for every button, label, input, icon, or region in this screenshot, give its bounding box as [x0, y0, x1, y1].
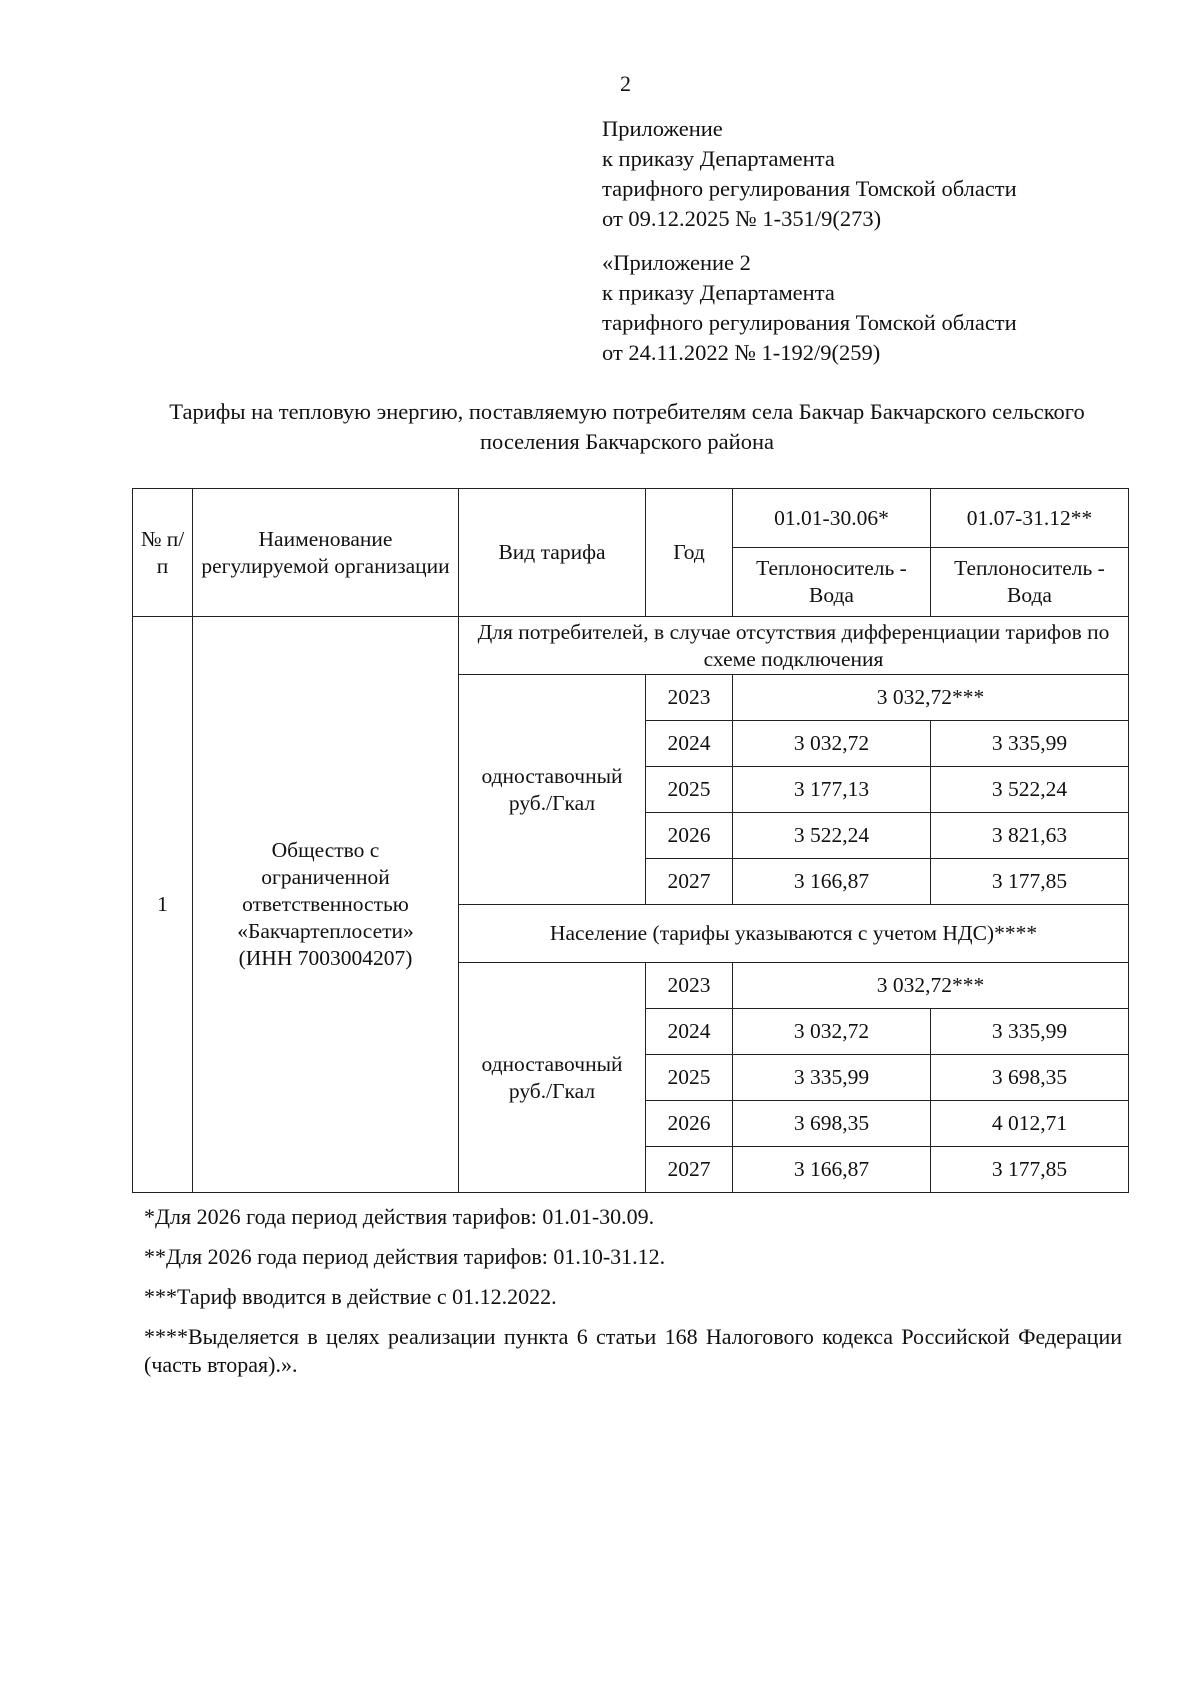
header-carrier-2: Теплоноситель - Вода	[931, 548, 1129, 617]
year-cell: 2024	[646, 721, 733, 767]
value-cell-period-2: 3 335,99	[931, 1009, 1129, 1055]
appendix-2-line: к приказу Департамента	[602, 280, 835, 305]
tariff-type-cell	[459, 963, 646, 1193]
value-cell-period-2: 3 177,85	[931, 859, 1129, 905]
value-cell-period-1: 3 335,99	[733, 1055, 931, 1101]
year-cell: 2024	[646, 1009, 733, 1055]
value-cell-period-1: 3 698,35	[733, 1101, 931, 1147]
footnote: **Для 2026 года период действия тарифов: 01.10-31.12.	[144, 1244, 666, 1269]
section-title-cell: Население (тарифы указываются с учетом НДС)****	[459, 905, 1129, 963]
tariff-type-line: руб./Гкал	[508, 790, 596, 815]
organization-line: «Бакчартеплосети»	[237, 919, 414, 943]
appendix-2-line: от 24.11.2022 № 1-192/9(259)	[602, 340, 881, 365]
year-cell: 2027	[646, 859, 733, 905]
tariff-type-line: одноставочный	[481, 1051, 623, 1076]
row-number-cell: 1	[133, 617, 193, 1193]
footnotes	[144, 1203, 1122, 1391]
header-period-2: 01.07-31.12**	[931, 489, 1129, 548]
tariff-type-line: одноставочный	[481, 763, 623, 788]
organization-line: ответственностью	[242, 892, 409, 916]
tariff-type-cell	[459, 675, 646, 905]
header-tariff-type: Вид тарифа	[459, 489, 646, 617]
value-cell-period-2: 3 821,63	[931, 813, 1129, 859]
value-cell-period-2: 3 698,35	[931, 1055, 1129, 1101]
appendix-2-line: «Приложение 2	[602, 250, 751, 275]
appendix-1-line: тарифного регулирования Томской области	[602, 176, 1017, 201]
appendix-1-line: Приложение	[602, 116, 723, 141]
year-cell: 2027	[646, 1147, 733, 1193]
merged-value-cell: 3 032,72***	[733, 675, 1129, 721]
organization-line: (ИНН 7003004207)	[238, 946, 413, 970]
year-cell: 2025	[646, 1055, 733, 1101]
value-cell-period-1: 3 032,72	[733, 721, 931, 767]
value-cell-period-2: 3 177,85	[931, 1147, 1129, 1193]
year-cell: 2026	[646, 813, 733, 859]
header-organization: Наименование регулируемой организации	[193, 489, 459, 617]
footnote: *Для 2026 года период действия тарифов: 01.01-30.09.	[144, 1204, 655, 1229]
year-cell: 2023	[646, 963, 733, 1009]
footnote: ****Выделяется в целях реализации пункта 6 статьи 168 Налогового кодекса Российской Федерации (часть вторая).».	[144, 1324, 1122, 1377]
section-title-cell: Для потребителей, в случае отсутствия дифференциации тарифов по схеме подключения	[459, 617, 1129, 675]
appendix-1-line: к приказу Департамента	[602, 146, 835, 171]
organization-line: ограниченной	[261, 865, 390, 889]
header-carrier-1: Теплоноситель - Вода	[733, 548, 931, 617]
tariff-table	[132, 488, 1129, 1193]
year-cell: 2026	[646, 1101, 733, 1147]
page-number: 2	[620, 71, 631, 96]
appendix-2-line: тарифного регулирования Томской области	[602, 310, 1017, 335]
value-cell-period-2: 4 012,71	[931, 1101, 1129, 1147]
organization-cell	[193, 617, 459, 1193]
appendix-1-block	[602, 114, 1122, 234]
year-cell: 2023	[646, 675, 733, 721]
organization-line: Общество с	[271, 838, 380, 862]
value-cell-period-1: 3 522,24	[733, 813, 931, 859]
value-cell-period-1: 3 032,72	[733, 1009, 931, 1055]
merged-value-cell: 3 032,72***	[733, 963, 1129, 1009]
table-row	[133, 617, 1129, 675]
tariff-type-line: руб./Гкал	[508, 1078, 596, 1103]
value-cell-period-2: 3 522,24	[931, 767, 1129, 813]
header-period-1: 01.01-30.06*	[733, 489, 931, 548]
header-number: № п/п	[133, 489, 193, 617]
footnote: ***Тариф вводится в действие с 01.12.2022.	[144, 1284, 557, 1309]
table-header-row	[133, 489, 1129, 548]
year-cell: 2025	[646, 767, 733, 813]
header-year: Год	[646, 489, 733, 617]
value-cell-period-1: 3 177,13	[733, 767, 931, 813]
appendix-1-line: от 09.12.2025 № 1-351/9(273)	[602, 206, 882, 231]
value-cell-period-1: 3 166,87	[733, 859, 931, 905]
value-cell-period-1: 3 166,87	[733, 1147, 931, 1193]
value-cell-period-2: 3 335,99	[931, 721, 1129, 767]
document-title: Тарифы на тепловую энергию, поставляемую потребителям села Бакчар Бакчарского сельского поселения Бакчарского района	[169, 399, 1085, 454]
appendix-2-block	[602, 248, 1122, 368]
